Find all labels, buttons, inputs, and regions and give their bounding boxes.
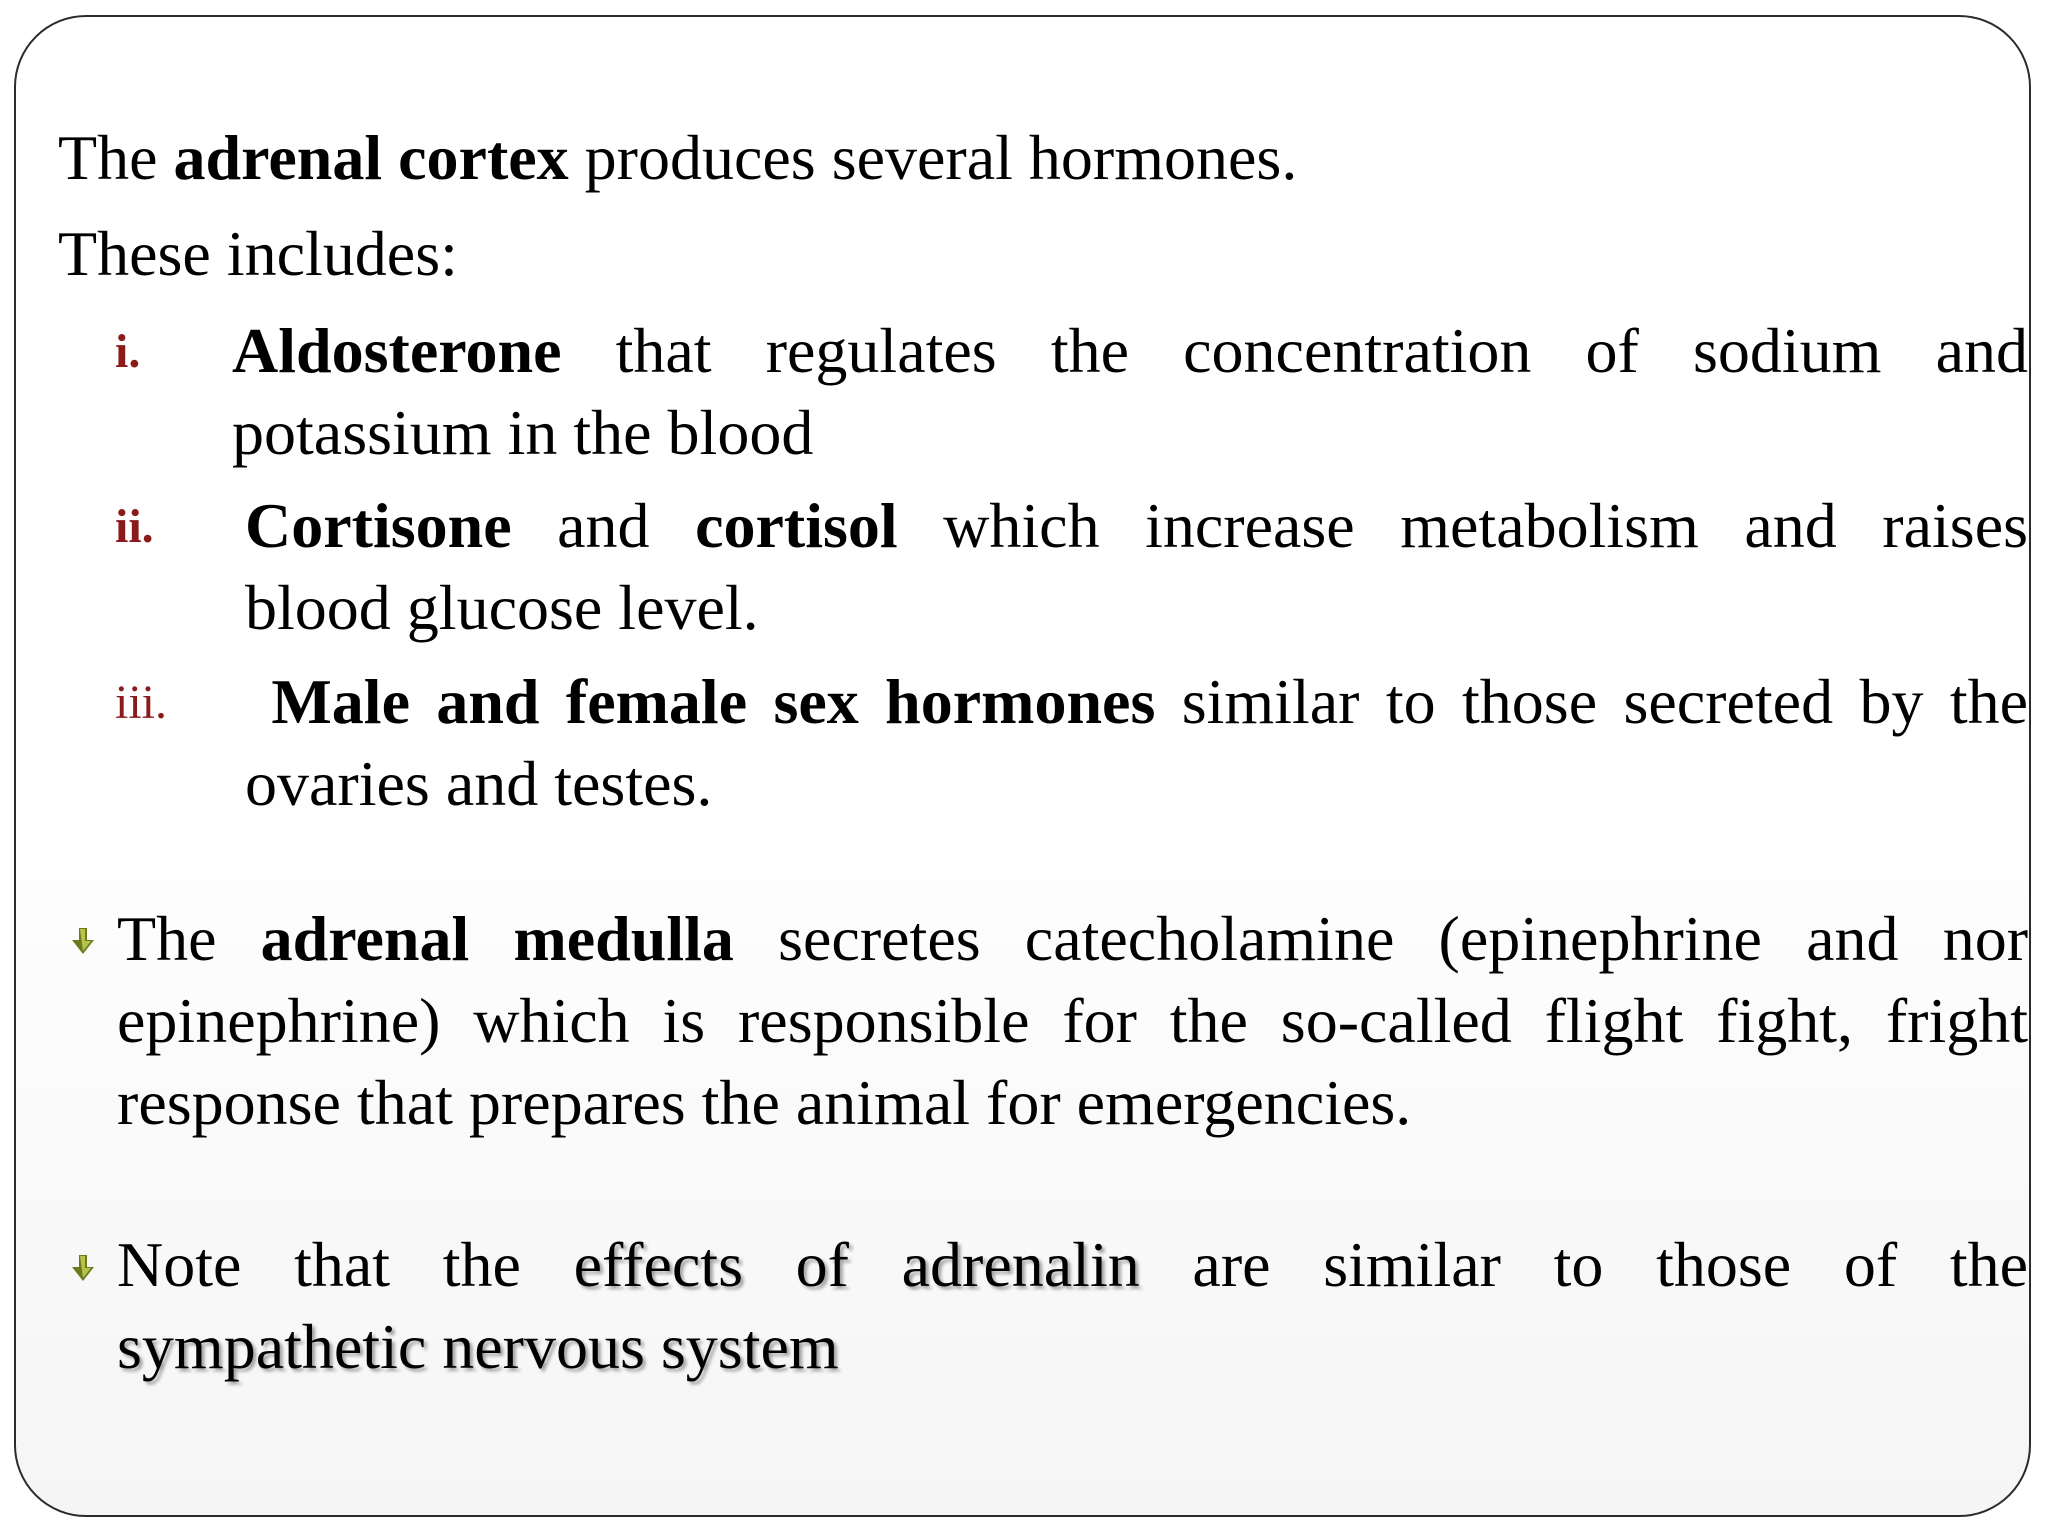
bullet-1-line-3: response that prepares the animal for emergencies. (117, 1067, 1412, 1138)
list-item-2 (245, 485, 2028, 649)
bullet-2-pre: Note that the (117, 1229, 574, 1300)
list-item-3-line-2: ovaries and testes. (245, 748, 713, 819)
adrenal-cortex-term: adrenal cortex (173, 122, 569, 193)
intro-line-2 (58, 213, 458, 295)
list-marker-2: ii. (115, 500, 154, 553)
bullet-1-line-1 (117, 898, 2028, 980)
list-marker-1: i. (115, 325, 141, 378)
aldosterone-term: Aldosterone (232, 315, 562, 386)
list-item-2-line-2: blood glucose level. (245, 572, 759, 643)
effects-of-adrenalin-term: effects of adrenalin (573, 1229, 1140, 1300)
intro-text-rest: produces several hormones. (568, 122, 1298, 193)
list-item-1-line-1 (232, 310, 2028, 392)
cortisone-term: Cortisone (245, 490, 512, 561)
arrow-bullet-icon (72, 928, 94, 954)
bullet-1-text: secretes catecholamine (epinephrine and nor (733, 903, 2028, 974)
bullet-2-line-1 (117, 1224, 2028, 1306)
list-marker-3: iii. (115, 676, 168, 729)
list-item-2-text: which increase metabolism and raises (897, 490, 2028, 561)
intro-line-1 (58, 117, 1297, 199)
intro-text: The (58, 122, 174, 193)
cortisol-term: cortisol (695, 490, 898, 561)
list-item-2-and: and (511, 490, 696, 561)
list-item-3-text: similar to those secreted by the (1155, 666, 2028, 737)
bullet-1 (117, 898, 2028, 1144)
bullet-1-line-2: epinephrine) which is responsible for the so-called flight fight, fright (117, 985, 2028, 1056)
list-item-1-line-2: potassium in the blood (232, 397, 814, 468)
adrenal-medulla-term: adrenal medulla (260, 903, 734, 974)
sex-hormones-term: Male and female sex hormones (271, 666, 1156, 737)
bullet-2-line-2: sympathetic nervous system (117, 1311, 839, 1382)
list-item-3-line-1 (245, 661, 2028, 743)
bullet-2 (117, 1224, 2028, 1388)
list-item-2-line-1 (245, 485, 2028, 567)
includes-label: These includes: (58, 218, 458, 289)
list-item-3 (245, 661, 2028, 825)
list-item-1 (232, 310, 2028, 474)
list-item-1-text: that regulates the concentration of sodium and (561, 315, 2028, 386)
bullet-2-text: are similar to those of the (1139, 1229, 2028, 1300)
bullet-1-pre: The (117, 903, 261, 974)
arrow-bullet-icon (72, 1255, 94, 1281)
